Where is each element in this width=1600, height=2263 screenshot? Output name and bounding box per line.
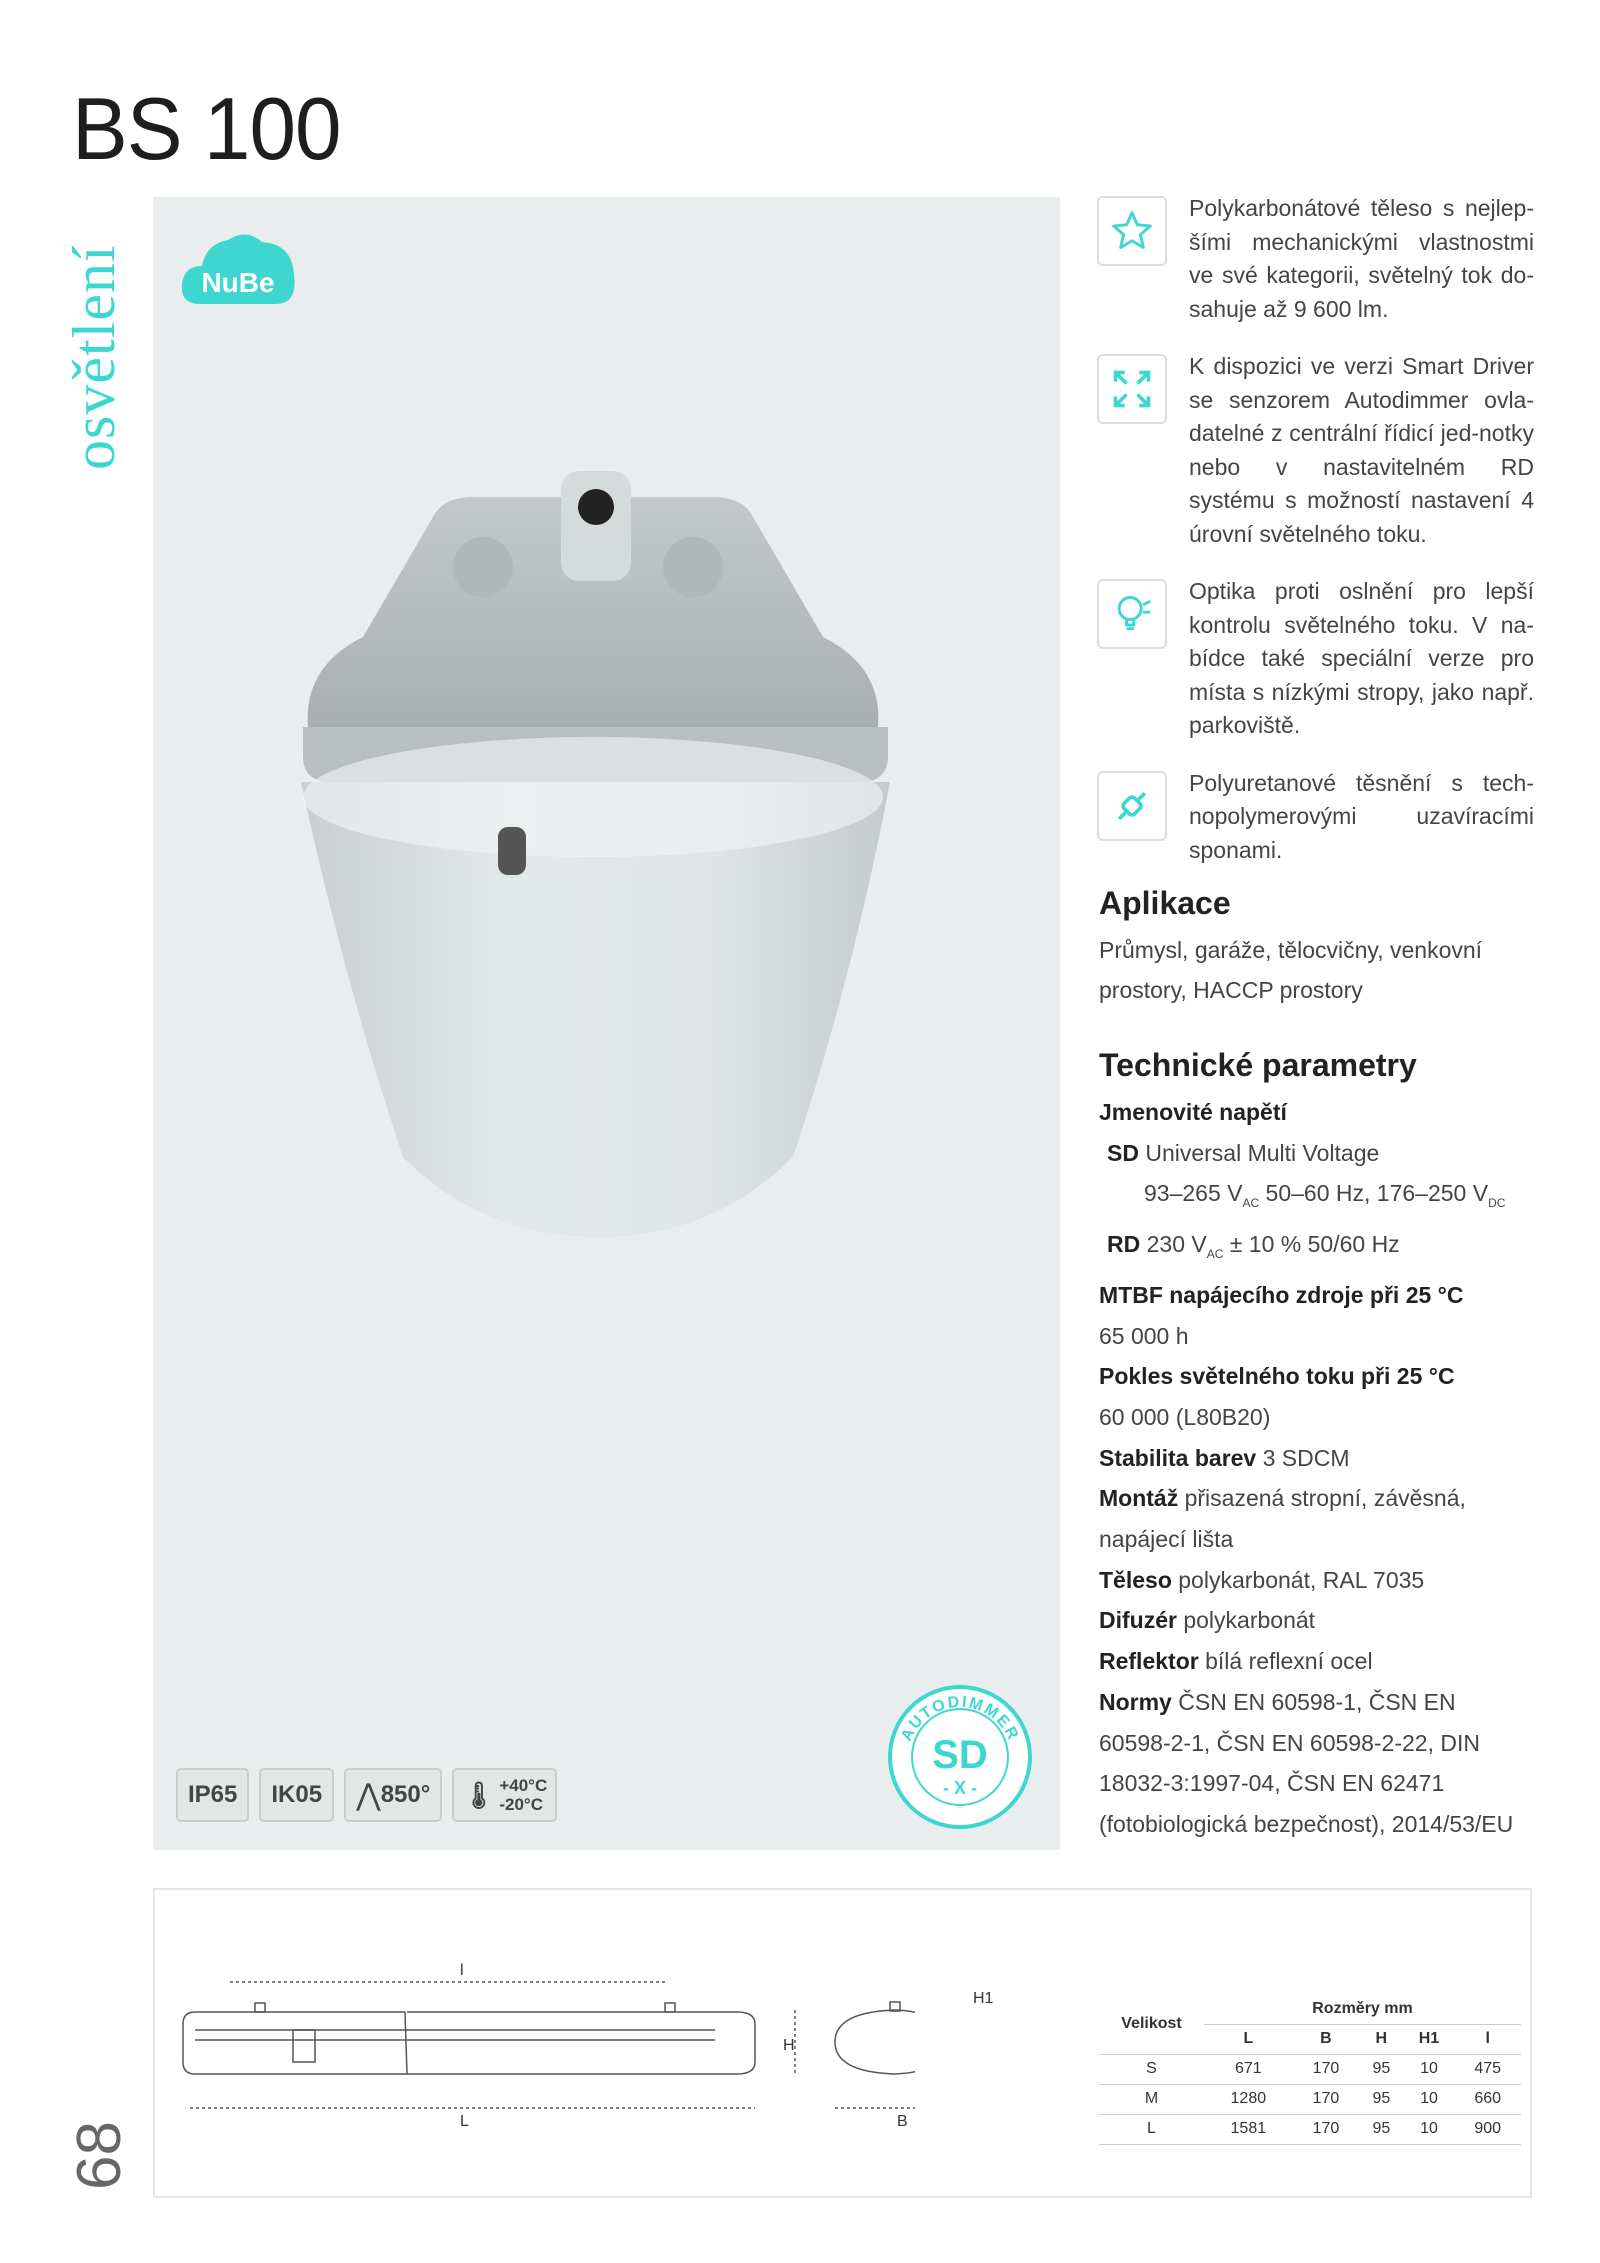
col-header: L: [1204, 2024, 1293, 2054]
dimension-drawing: [155, 1890, 915, 2190]
page-number: 68: [65, 2121, 134, 2190]
svg-text:SD: SD: [932, 1733, 988, 1777]
col-header: l: [1454, 2024, 1521, 2054]
table-row: S 671 170 95 10 475: [1099, 2054, 1521, 2084]
expand-arrows-icon: [1097, 354, 1167, 424]
temperature-rating: 🌡 +40°C -20°C: [452, 1768, 557, 1822]
ip-rating: IP65: [176, 1768, 249, 1822]
feature-text: Polykarbonátové těleso s nejlep-šími mechanickými vlastnostmi ve své kategorii, světelný tok do-sahuje až 9 600 lm.: [1189, 195, 1534, 322]
svg-text:- X -: - X -: [943, 1778, 977, 1798]
thermometer-icon: 🌡: [462, 1779, 496, 1810]
category-side-label: osvětlení: [61, 244, 127, 470]
svg-text:B: B: [897, 2113, 908, 2130]
feature-item: [1097, 767, 1537, 868]
h1-label: H1: [973, 1990, 994, 2007]
feature-list: [1097, 192, 1537, 891]
feature-item: [1097, 192, 1537, 326]
ik-rating: IK05: [259, 1768, 334, 1822]
lightbulb-eye-icon: [1097, 579, 1167, 649]
col-header: B: [1293, 2024, 1360, 2054]
beam-angle-rating: ⋀ 850°: [344, 1768, 442, 1822]
nube-logo: [180, 224, 298, 308]
dimensions-table: [1099, 1994, 1521, 2145]
product-image-panel: [153, 197, 1060, 1850]
svg-text:L: L: [460, 2113, 469, 2130]
table-row: M 1280 170 95 10 660: [1099, 2084, 1521, 2114]
feature-text: Polyuretanové těsnění s tech-nopolymerovými uzavíracími sponami.: [1189, 769, 1534, 863]
application-heading: Aplikace: [1099, 885, 1231, 921]
ratings-row: [176, 1768, 557, 1822]
star-icon: [1097, 196, 1167, 266]
product-title: BS 100: [72, 79, 341, 178]
svg-text:H: H: [783, 2037, 795, 2054]
technical-heading: Technické parametry: [1099, 1047, 1417, 1083]
application-text: Průmysl, garáže, tělocvičny, venkovní prostory, HACCP prostory: [1099, 937, 1483, 1003]
col-header: H1: [1404, 2024, 1455, 2054]
col-group-header: Rozměry mm: [1204, 1994, 1521, 2024]
luminaire-image: [153, 197, 1060, 1850]
feature-text: K dispozici ve verzi Smart Driver se senzorem Autodimmer ovla-datelné z centrální řídicí jed-notky nebo v nastavitelném RD systému s možností nastavení 4 úrovní světelného toku.: [1189, 353, 1534, 547]
feature-item: [1097, 575, 1537, 743]
table-row: L 1581 170 95 10 900: [1099, 2114, 1521, 2144]
technical-parameters: Jmenovité napětí SD Universal Multi Voltage 93–265 $V_{AC}$ 50–60 Hz, 176–250 $V_{DC}$ RD 230 $V_{AC} \pm 10$ % 50/60 Hz MTBF napájecího zdroje při 25 °C 65 000 h Pokles světelného toku při 25 °C 60 000 (L80B20) Stabilita barev 3 SDCM Montáž přisazená stropní, závěsná, napájecí lišta Těleso polykarbonát, RAL 7035 Difuzér polykarbonát Reflektor bílá reflexní ocel Normy ČSN EN 60598-1, ČSN EN 60598-2-1, ČSN EN 60598-2-22, DIN 18032-3:1997-04, ČSN EN 62471 (fotobiologická bezpečnost), 2014/53/EU: [1099, 1099, 1514, 1837]
col-size-header: Velikost: [1099, 1994, 1204, 2054]
svg-text:l: l: [460, 1962, 464, 1979]
beam-angle-icon: ⋀: [356, 1778, 381, 1812]
col-header: H: [1359, 2024, 1403, 2054]
svg-text:AUTODIMMER: AUTODIMMER: [898, 1693, 1022, 1744]
clip-icon: [1097, 771, 1167, 841]
feature-text: Optika proti oslnění pro lepší kontrolu světelného toku. V na-bídce také speciální verze pro místa s nízkými stropy, jako např. parkoviště.: [1189, 578, 1534, 738]
feature-item: [1097, 350, 1537, 551]
svg-text:NuBe: NuBe: [201, 267, 275, 298]
autodimmer-sd-badge: [885, 1682, 1035, 1832]
